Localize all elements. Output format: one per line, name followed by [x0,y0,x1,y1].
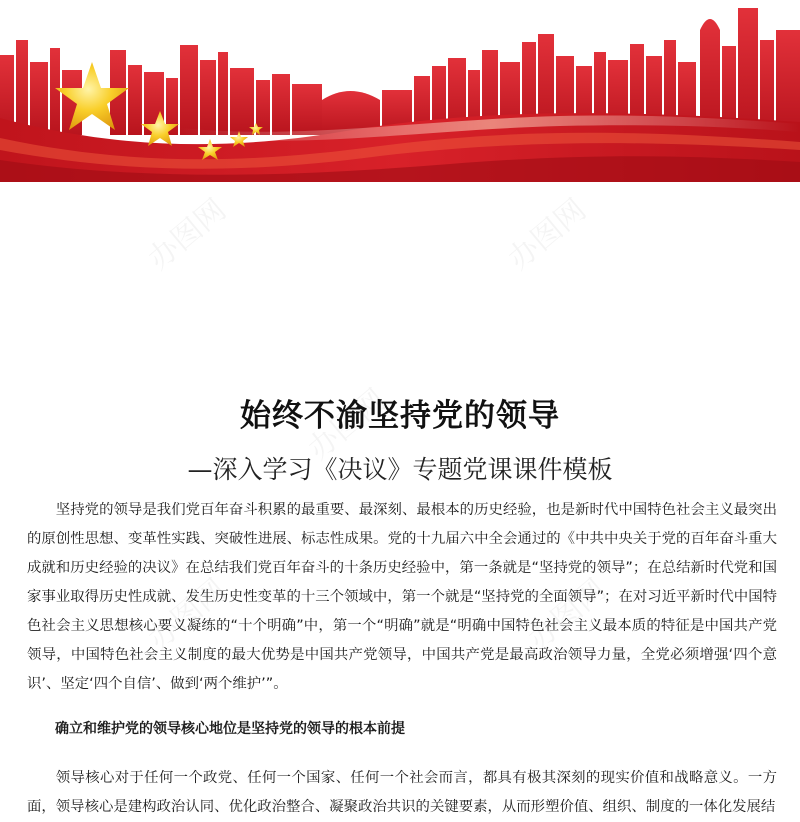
document-title: 始终不渝坚持党的领导 [240,398,560,434]
article-body [27,496,777,822]
watermark [136,186,233,278]
intro-paragraph: 坚持党的领导是我们党百年奋斗积累的最重要、最深刻、最根本的历史经验，也是新时代中国特色社会主义最突出的原创性思想、变革性实践、突破性进展、标志性成果。党的十九届六中全会通过的《中共中央关于党的百年奋斗重大成就和历史经验的决议》在总结我们党百年奋斗的十条历史经验中，第一条就是“坚持党的领导”；在总结新时代党和国家事业取得历史性成就、发生历史性变革的十三个领域中，第一个就是“坚持党的全面领导”；在对习近平新时代中国特色社会主义思想核心要义凝练的“十个明确”中，第一个“明确”就是“明确中国特色社会主义最本质的特征是中国共产党领导，中国特色社会主义制度的最大优势是中国共产党领导，中国共产党是最高政治领导力量，全党必须增强‘四个意识’、坚定‘四个自信’、做到‘两个维护’”。 [27,502,777,692]
section-heading: 确立和维护党的领导核心地位是坚持党的领导的根本前提 [55,721,405,737]
section-paragraph: 领导核心对于任何一个政党、任何一个国家、任何一个社会而言，都具有极其深刻的现实价值和战略意义。一方面，领导核心是建构政治认同、优化政治整合、凝聚政治共识的关键要素，从而形塑价值、组织、制度的一体化发展结 [27,770,777,815]
header-banner [0,0,800,190]
banner-graphic [0,0,800,190]
watermark [496,186,593,278]
document-subtitle: —深入学习《决议》专题党课课件模板 [187,455,613,484]
